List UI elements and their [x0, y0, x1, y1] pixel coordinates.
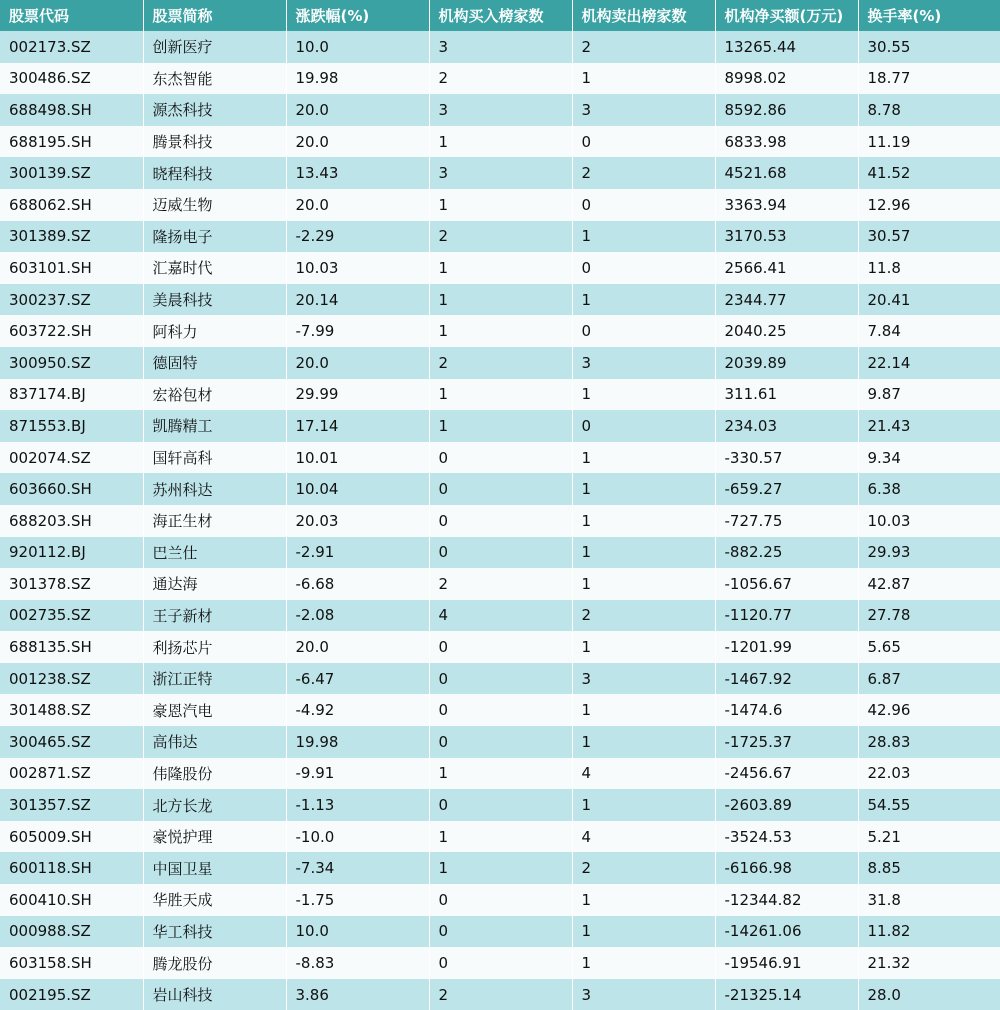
stock-code-cell: 688498.SH	[0, 94, 143, 126]
buy-count-cell: 3	[429, 94, 572, 126]
net-buy-cell: -1120.77	[715, 600, 858, 632]
change-pct-cell: 13.43	[286, 157, 429, 189]
stock-code-cell: 001238.SZ	[0, 663, 143, 695]
sell-count-cell: 1	[572, 505, 715, 537]
buy-count-cell: 1	[429, 284, 572, 316]
table-row	[0, 442, 1000, 474]
stock-code-cell: 300465.SZ	[0, 726, 143, 758]
stock-code-cell: 002195.SZ	[0, 979, 143, 1010]
turnover-cell: 27.78	[867, 606, 911, 625]
net-buy-cell: 6833.98	[715, 126, 858, 158]
net-buy-cell: -727.75	[715, 505, 858, 537]
net-buy-cell: -330.57	[715, 442, 858, 474]
net-buy-cell: 4521.68	[715, 157, 858, 189]
stock-name-cell: 隆扬电子	[143, 221, 286, 253]
change-pct-cell: -1.13	[286, 789, 429, 821]
sell-count-cell: 1	[572, 568, 715, 600]
stock-name-cell: 北方长龙	[143, 789, 286, 821]
change-pct-cell: -2.91	[286, 537, 429, 569]
stock-code-cell: 837174.BJ	[0, 379, 143, 411]
stock-name-cell: 豪恩汽电	[143, 694, 286, 726]
stock-code-cell: 600410.SH	[0, 884, 143, 916]
stock-name-cell: 浙江正特	[143, 663, 286, 695]
turnover-cell: 6.38	[867, 480, 901, 499]
buy-count-cell: 4	[429, 600, 572, 632]
column-header-code: 股票代码	[0, 0, 143, 31]
table-row	[0, 726, 1000, 758]
stock-code-cell: 871553.BJ	[0, 410, 143, 442]
stock-name-cell: 汇嘉时代	[143, 252, 286, 284]
stock-code-cell: 002871.SZ	[0, 758, 143, 790]
buy-count-cell: 0	[429, 726, 572, 758]
turnover-cell: 11.8	[867, 258, 901, 277]
buy-count-cell: 1	[429, 410, 572, 442]
stock-code-cell: 300950.SZ	[0, 347, 143, 379]
net-buy-cell: -2603.89	[715, 789, 858, 821]
table-row	[0, 600, 1000, 632]
turnover-cell: 9.34	[867, 448, 901, 467]
turnover-cell: 9.87	[867, 385, 901, 404]
turnover-cell: 20.41	[867, 290, 911, 309]
turnover-cell: 29.93	[867, 543, 911, 562]
net-buy-cell: -1474.6	[715, 694, 858, 726]
stock-code-cell: 301389.SZ	[0, 221, 143, 253]
sell-count-cell: 0	[572, 126, 715, 158]
stock-code-cell: 688195.SH	[0, 126, 143, 158]
change-pct-cell: -9.91	[286, 758, 429, 790]
stock-code-cell: 688062.SH	[0, 189, 143, 221]
stock-name-cell: 宏裕包材	[143, 379, 286, 411]
sell-count-cell: 1	[572, 789, 715, 821]
change-pct-cell: 19.98	[286, 726, 429, 758]
table-row	[0, 94, 1000, 126]
buy-count-cell: 0	[429, 947, 572, 979]
table-header	[0, 0, 1000, 31]
table-row	[0, 758, 1000, 790]
change-pct-cell: 20.0	[286, 189, 429, 221]
sell-count-cell: 1	[572, 916, 715, 948]
turnover-cell: 5.21	[867, 827, 901, 846]
net-buy-cell: -2456.67	[715, 758, 858, 790]
table-row	[0, 979, 1000, 1010]
buy-count-cell: 2	[429, 221, 572, 253]
table-row	[0, 947, 1000, 979]
turnover-cell: 22.03	[867, 764, 911, 783]
table-row	[0, 284, 1000, 316]
change-pct-cell: -1.75	[286, 884, 429, 916]
stock-code-cell: 603101.SH	[0, 252, 143, 284]
change-pct-cell: 20.0	[286, 94, 429, 126]
net-buy-cell: -3524.53	[715, 821, 858, 853]
sell-count-cell: 1	[572, 884, 715, 916]
buy-count-cell: 0	[429, 789, 572, 821]
sell-count-cell: 4	[572, 821, 715, 853]
table-row	[0, 31, 1000, 63]
net-buy-cell: -6166.98	[715, 852, 858, 884]
sell-count-cell: 1	[572, 694, 715, 726]
stock-name-cell: 海正生材	[143, 505, 286, 537]
net-buy-cell: -882.25	[715, 537, 858, 569]
stock-name-cell: 通达海	[143, 568, 286, 600]
buy-count-cell: 3	[429, 157, 572, 189]
buy-count-cell: 3	[429, 31, 572, 63]
sell-count-cell: 3	[572, 979, 715, 1010]
stock-code-cell: 603722.SH	[0, 315, 143, 347]
buy-count-cell: 0	[429, 694, 572, 726]
table-row	[0, 252, 1000, 284]
change-pct-cell: 10.0	[286, 916, 429, 948]
stock-code-cell: 301488.SZ	[0, 694, 143, 726]
buy-count-cell: 0	[429, 884, 572, 916]
buy-count-cell: 2	[429, 979, 572, 1010]
stock-code-cell: 300139.SZ	[0, 157, 143, 189]
buy-count-cell: 1	[429, 821, 572, 853]
net-buy-cell: 2566.41	[715, 252, 858, 284]
stock-name-cell: 迈威生物	[143, 189, 286, 221]
stock-name-cell: 东杰智能	[143, 63, 286, 95]
sell-count-cell: 1	[572, 537, 715, 569]
stock-name-cell: 创新医疗	[143, 31, 286, 63]
buy-count-cell: 1	[429, 852, 572, 884]
net-buy-cell: -14261.06	[715, 916, 858, 948]
column-header-change-pct: 涨跌幅(%)	[286, 0, 429, 31]
sell-count-cell: 3	[572, 347, 715, 379]
stock-name-cell: 高伟达	[143, 726, 286, 758]
stock-code-cell: 688203.SH	[0, 505, 143, 537]
turnover-cell: 54.55	[867, 796, 911, 815]
net-buy-cell: 8998.02	[715, 63, 858, 95]
net-buy-cell: 3363.94	[715, 189, 858, 221]
turnover-cell: 28.0	[867, 985, 901, 1004]
column-header-sell-count: 机构卖出榜家数	[572, 0, 715, 31]
stock-name-cell: 豪悦护理	[143, 821, 286, 853]
change-pct-cell: 20.03	[286, 505, 429, 537]
table-row	[0, 63, 1000, 95]
net-buy-cell: -1056.67	[715, 568, 858, 600]
buy-count-cell: 1	[429, 189, 572, 221]
net-buy-cell: 234.03	[715, 410, 858, 442]
stock-code-cell: 300486.SZ	[0, 63, 143, 95]
sell-count-cell: 0	[572, 252, 715, 284]
table-row	[0, 379, 1000, 411]
stock-code-cell: 688135.SH	[0, 631, 143, 663]
buy-count-cell: 1	[429, 126, 572, 158]
change-pct-cell: -7.34	[286, 852, 429, 884]
buy-count-cell: 1	[429, 379, 572, 411]
change-pct-cell: 17.14	[286, 410, 429, 442]
stock-code-cell: 000988.SZ	[0, 916, 143, 948]
stock-name-cell: 华工科技	[143, 916, 286, 948]
column-header-name: 股票简称	[143, 0, 286, 31]
stock-name-cell: 岩山科技	[143, 979, 286, 1010]
stock-name-cell: 巴兰仕	[143, 537, 286, 569]
turnover-cell: 31.8	[867, 890, 901, 909]
change-pct-cell: 20.0	[286, 126, 429, 158]
buy-count-cell: 0	[429, 473, 572, 505]
header-row	[0, 0, 1000, 31]
buy-count-cell: 0	[429, 537, 572, 569]
sell-count-cell: 3	[572, 94, 715, 126]
buy-count-cell: 0	[429, 631, 572, 663]
stock-name-cell: 苏州科达	[143, 473, 286, 505]
change-pct-cell: 20.0	[286, 347, 429, 379]
turnover-cell: 41.52	[867, 164, 911, 183]
sell-count-cell: 1	[572, 221, 715, 253]
table-row	[0, 852, 1000, 884]
sell-count-cell: 1	[572, 631, 715, 663]
change-pct-cell: -2.29	[286, 221, 429, 253]
change-pct-cell: -8.83	[286, 947, 429, 979]
table-row	[0, 221, 1000, 253]
turnover-cell: 28.83	[867, 732, 911, 751]
stock-name-cell: 利扬芯片	[143, 631, 286, 663]
change-pct-cell: -10.0	[286, 821, 429, 853]
table-row	[0, 821, 1000, 853]
stock-name-cell: 腾景科技	[143, 126, 286, 158]
stock-name-cell: 国轩高科	[143, 442, 286, 474]
net-buy-cell: 2040.25	[715, 315, 858, 347]
turnover-cell: 11.82	[867, 922, 911, 941]
table-row	[0, 631, 1000, 663]
sell-count-cell: 1	[572, 947, 715, 979]
sell-count-cell: 4	[572, 758, 715, 790]
column-header-buy-count: 机构买入榜家数	[429, 0, 572, 31]
table-row	[0, 505, 1000, 537]
change-pct-cell: -2.08	[286, 600, 429, 632]
turnover-cell: 18.77	[867, 69, 911, 88]
table-row	[0, 789, 1000, 821]
stock-code-cell: 605009.SH	[0, 821, 143, 853]
stock-code-cell: 920112.BJ	[0, 537, 143, 569]
net-buy-cell: -659.27	[715, 473, 858, 505]
buy-count-cell: 1	[429, 758, 572, 790]
stock-name-cell: 源杰科技	[143, 94, 286, 126]
table-row	[0, 347, 1000, 379]
buy-count-cell: 2	[429, 63, 572, 95]
turnover-cell: 21.43	[867, 416, 911, 435]
stock-code-cell: 603660.SH	[0, 473, 143, 505]
stock-code-cell: 002074.SZ	[0, 442, 143, 474]
table-row	[0, 189, 1000, 221]
turnover-cell: 8.85	[867, 859, 901, 878]
change-pct-cell: 10.0	[286, 31, 429, 63]
buy-count-cell: 0	[429, 442, 572, 474]
buy-count-cell: 1	[429, 252, 572, 284]
table-row	[0, 663, 1000, 695]
change-pct-cell: -6.68	[286, 568, 429, 600]
turnover-cell: 30.57	[867, 227, 911, 246]
table-row	[0, 694, 1000, 726]
net-buy-cell: 3170.53	[715, 221, 858, 253]
table-row	[0, 157, 1000, 189]
stock-code-cell: 600118.SH	[0, 852, 143, 884]
stock-name-cell: 美晨科技	[143, 284, 286, 316]
turnover-cell: 30.55	[867, 37, 911, 56]
stock-name-cell: 阿科力	[143, 315, 286, 347]
net-buy-cell: -21325.14	[715, 979, 858, 1010]
change-pct-cell: 3.86	[286, 979, 429, 1010]
stock-name-cell: 德固特	[143, 347, 286, 379]
turnover-cell: 22.14	[867, 353, 911, 372]
turnover-cell: 6.87	[867, 669, 901, 688]
column-header-net-buy: 机构净买额(万元)	[715, 0, 858, 31]
buy-count-cell: 0	[429, 505, 572, 537]
table-row	[0, 315, 1000, 347]
net-buy-cell: 2344.77	[715, 284, 858, 316]
table-row	[0, 568, 1000, 600]
sell-count-cell: 0	[572, 410, 715, 442]
net-buy-cell: 13265.44	[715, 31, 858, 63]
net-buy-cell: -12344.82	[715, 884, 858, 916]
stock-name-cell: 王子新材	[143, 600, 286, 632]
stock-code-cell: 603158.SH	[0, 947, 143, 979]
turnover-cell: 11.19	[867, 132, 911, 151]
stock-code-cell: 301378.SZ	[0, 568, 143, 600]
sell-count-cell: 1	[572, 442, 715, 474]
stock-name-cell: 中国卫星	[143, 852, 286, 884]
turnover-cell: 42.87	[867, 574, 911, 593]
net-buy-cell: -1725.37	[715, 726, 858, 758]
table-row	[0, 537, 1000, 569]
net-buy-cell: -19546.91	[715, 947, 858, 979]
change-pct-cell: 10.04	[286, 473, 429, 505]
change-pct-cell: 10.01	[286, 442, 429, 474]
sell-count-cell: 2	[572, 31, 715, 63]
change-pct-cell: 10.03	[286, 252, 429, 284]
table-body	[0, 31, 1000, 1010]
stock-name-cell: 晓程科技	[143, 157, 286, 189]
change-pct-cell: -6.47	[286, 663, 429, 695]
sell-count-cell: 1	[572, 726, 715, 758]
table-row	[0, 126, 1000, 158]
sell-count-cell: 2	[572, 600, 715, 632]
turnover-cell: 7.84	[867, 322, 901, 341]
change-pct-cell: 29.99	[286, 379, 429, 411]
stock-name-cell: 凯腾精工	[143, 410, 286, 442]
sell-count-cell: 0	[572, 189, 715, 221]
buy-count-cell: 1	[429, 315, 572, 347]
net-buy-cell: 8592.86	[715, 94, 858, 126]
turnover-cell: 12.96	[867, 195, 911, 214]
stock-name-cell: 伟隆股份	[143, 758, 286, 790]
table-row	[0, 916, 1000, 948]
net-buy-cell: 2039.89	[715, 347, 858, 379]
buy-count-cell: 0	[429, 663, 572, 695]
stock-code-cell: 002735.SZ	[0, 600, 143, 632]
buy-count-cell: 2	[429, 568, 572, 600]
turnover-cell: 8.78	[867, 100, 901, 119]
stock-code-cell: 301357.SZ	[0, 789, 143, 821]
buy-count-cell: 0	[429, 916, 572, 948]
turnover-cell: 10.03	[867, 511, 911, 530]
sell-count-cell: 2	[572, 157, 715, 189]
turnover-cell: 42.96	[867, 701, 911, 720]
turnover-cell: 21.32	[867, 954, 911, 973]
sell-count-cell: 2	[572, 852, 715, 884]
change-pct-cell: 20.14	[286, 284, 429, 316]
stock-code-cell: 002173.SZ	[0, 31, 143, 63]
change-pct-cell: 20.0	[286, 631, 429, 663]
table-row	[0, 473, 1000, 505]
turnover-cell: 5.65	[867, 638, 901, 657]
sell-count-cell: 1	[572, 473, 715, 505]
sell-count-cell: 0	[572, 315, 715, 347]
net-buy-cell: -1201.99	[715, 631, 858, 663]
table-row	[0, 410, 1000, 442]
change-pct-cell: 19.98	[286, 63, 429, 95]
net-buy-cell: 311.61	[715, 379, 858, 411]
change-pct-cell: -7.99	[286, 315, 429, 347]
buy-count-cell: 2	[429, 347, 572, 379]
stock-code-cell: 300237.SZ	[0, 284, 143, 316]
table-row	[0, 884, 1000, 916]
stock-name-cell: 腾龙股份	[143, 947, 286, 979]
sell-count-cell: 1	[572, 284, 715, 316]
change-pct-cell: -4.92	[286, 694, 429, 726]
sell-count-cell: 1	[572, 379, 715, 411]
stock-name-cell: 华胜天成	[143, 884, 286, 916]
sell-count-cell: 1	[572, 63, 715, 95]
sell-count-cell: 3	[572, 663, 715, 695]
net-buy-cell: -1467.92	[715, 663, 858, 695]
column-header-turnover: 换手率(%)	[867, 7, 942, 25]
